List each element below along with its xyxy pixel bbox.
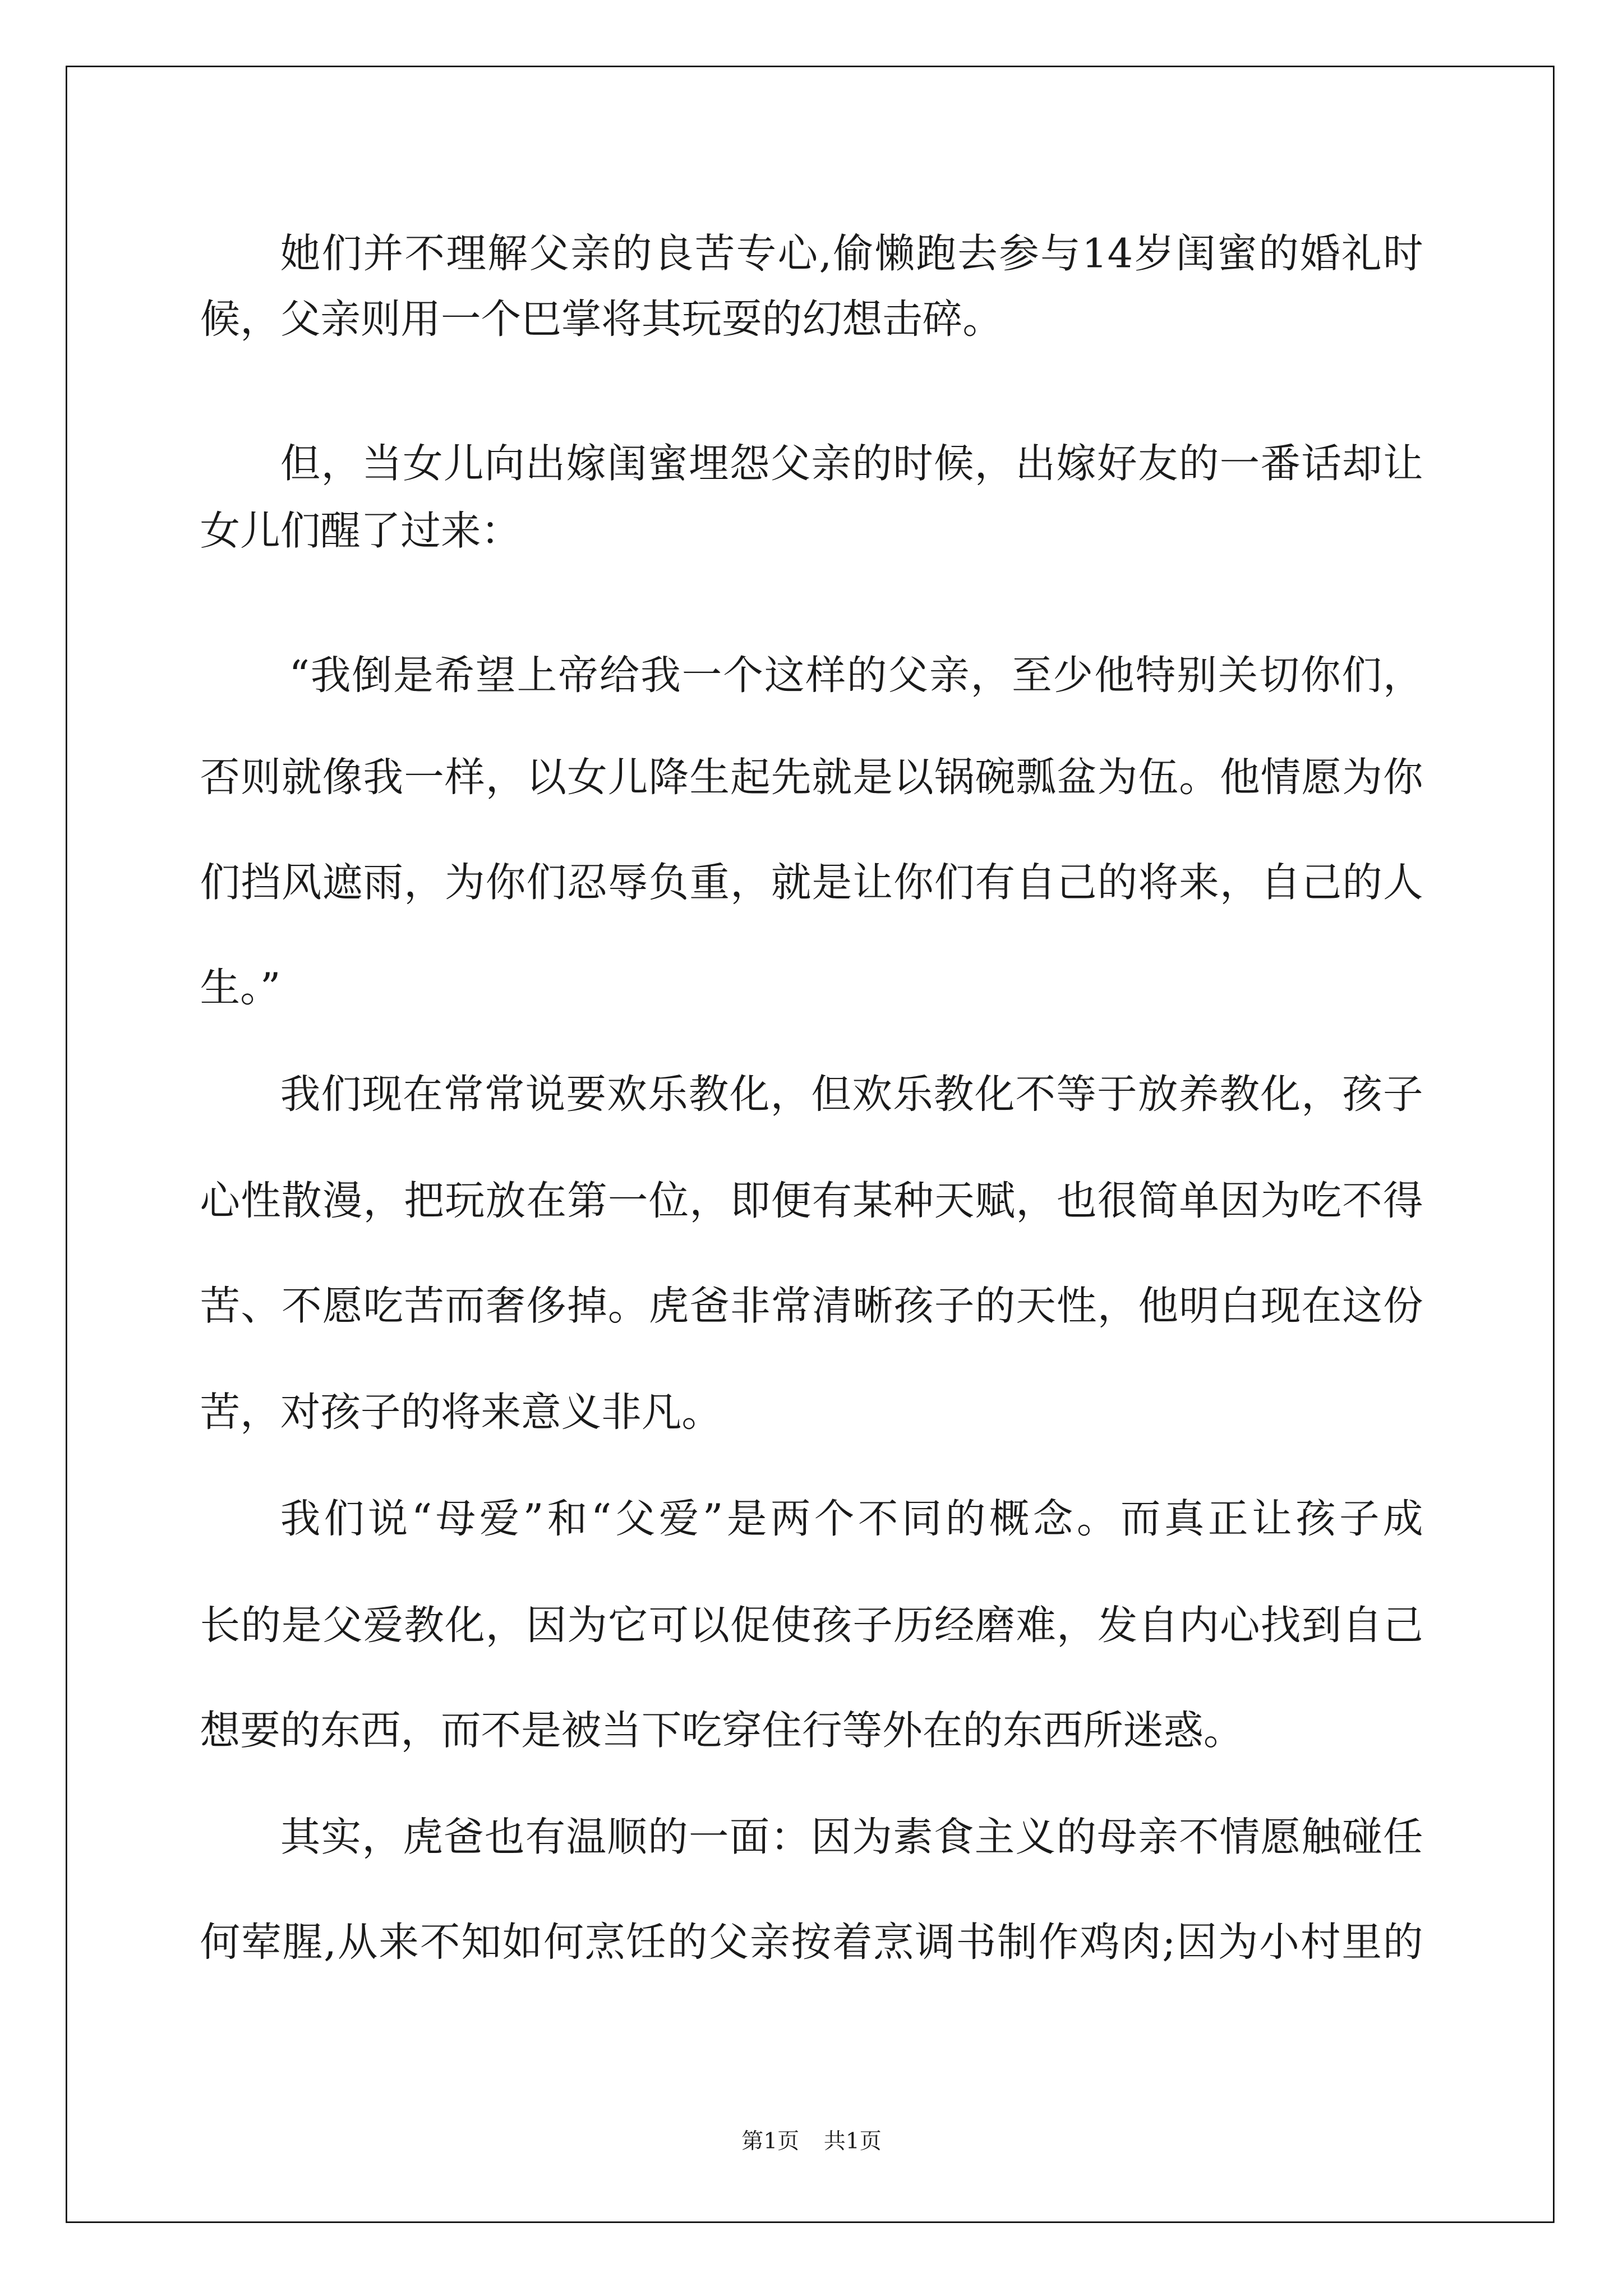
body-line: 何荤腥,从来不知如何烹饪的父亲按着烹调书制作鸡肉;因为小村里的: [200, 1919, 1423, 1966]
body-line: 女儿们醒了过来：: [200, 508, 522, 555]
body-line: 我们说“母爱”和“父爱”是两个不同的概念。而真正让孩子成: [280, 1496, 1423, 1543]
page-border: [66, 66, 1555, 2223]
page-total: 共1页: [823, 2128, 882, 2155]
body-line: 否则就像我一样，以女儿降生起先就是以锅碗瓢盆为伍。他情愿为你: [200, 754, 1423, 801]
body-line: 想要的东西，而不是被当下吃穿住行等外在的东西所迷惑。: [200, 1708, 1244, 1755]
body-line: 们挡风遮雨，为你们忍辱负重，就是让你们有自己的将来，自己的人: [200, 859, 1423, 907]
body-line: 苦，对孩子的将来意义非凡。: [200, 1389, 722, 1436]
body-line: 心性散漫，把玩放在第一位，即便有某种天赋，也很简单因为吃不得: [200, 1178, 1423, 1225]
body-line: 我们现在常常说要欢乐教化，但欢乐教化不等于放养教化，孩子: [280, 1071, 1423, 1118]
page-footer: [0, 2127, 1623, 2156]
body-line: 其实，虎爸也有温顺的一面：因为素食主义的母亲不情愿触碰任: [280, 1814, 1423, 1861]
body-line: “我倒是希望上帝给我一个这样的父亲，至少他特别关切你们，: [289, 652, 1423, 699]
body-line: 生。”: [200, 965, 281, 1012]
body-line: 长的是父爱教化，因为它可以促使孩子历经磨难，发自内心找到自己: [200, 1602, 1423, 1649]
body-line: 但，当女儿向出嫁闺蜜埋怨父亲的时候，出嫁好友的一番话却让: [280, 440, 1423, 488]
body-line: 苦、不愿吃苦而奢侈掉。虎爸非常清晰孩子的天性，他明白现在这份: [200, 1283, 1423, 1330]
body-line: 候，父亲则用一个巴掌将其玩耍的幻想击碎。: [200, 296, 1003, 343]
body-line: 她们并不理解父亲的良苦专心,偷懒跑去参与14岁闺蜜的婚礼时: [280, 230, 1423, 278]
page-number: 第1页: [741, 2128, 800, 2155]
